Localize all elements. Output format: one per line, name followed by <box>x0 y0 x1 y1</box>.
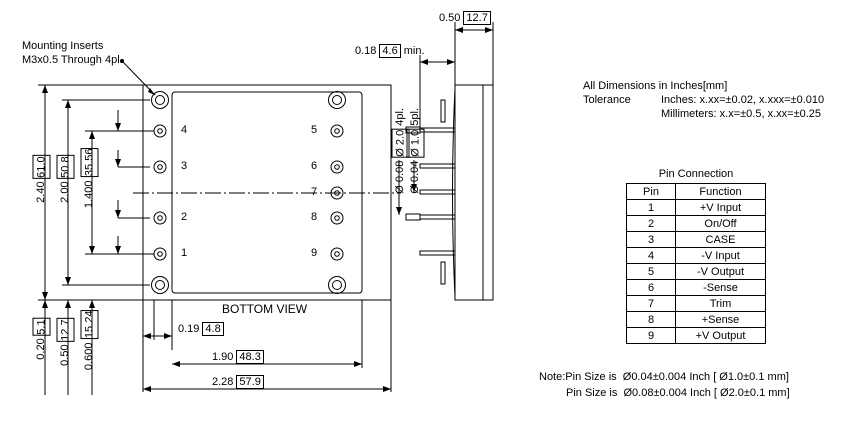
dim-value-mm: 48.3 <box>236 350 263 364</box>
dim-value-mm: 57.9 <box>236 375 263 389</box>
dim-value-inch: 1.400 <box>83 180 95 209</box>
pin-number-2: 2 <box>181 211 188 223</box>
tolerance-label: Tolerance <box>583 94 631 106</box>
pin-number-3: 3 <box>181 160 188 172</box>
dim-value-inch: 0.50 <box>59 344 71 366</box>
dim-side-0p50 <box>439 11 491 25</box>
pin-callout-inch: Ø 0.08 <box>394 160 406 194</box>
table-row <box>627 280 766 296</box>
cell-function: On/Off <box>676 216 766 232</box>
cell-pin: 6 <box>627 280 676 296</box>
bottom-view-label: BOTTOM VIEW <box>222 302 308 316</box>
dim-value-mm: 5.1 <box>33 318 51 335</box>
pin-connection-table <box>626 183 766 344</box>
dim-vertical-2p00 <box>56 155 75 203</box>
note-line-2: Pin Size is Ø0.08±0.004 Inch [ Ø2.0±0.1 mm] <box>566 387 790 399</box>
cell-function: +Sense <box>676 312 766 328</box>
tolerance-line-2: Inches: x.xx=±0.02, x.xxx=±0.010 <box>661 94 825 106</box>
tolerance-line-1: All Dimensions in Inches[mm] <box>583 80 728 92</box>
pin-number-9: 9 <box>311 247 318 259</box>
table-row <box>627 264 766 280</box>
pin-number-6: 6 <box>311 160 318 172</box>
dim-value-mm: 12.7 <box>57 318 75 341</box>
dim-value-mm: 15.24 <box>81 310 99 340</box>
cell-function: Trim <box>676 296 766 312</box>
mounting-inserts-label-line2: M3x0.5 Through 4pl. <box>22 54 123 66</box>
dim-value-mm: 61.0 <box>33 155 51 178</box>
cell-function: -Sense <box>676 280 766 296</box>
cell-function: -V Input <box>676 248 766 264</box>
dim-value-inch: 0.20 <box>35 338 47 360</box>
cell-pin: 1 <box>627 200 676 216</box>
dim-value-mm: 50.8 <box>57 155 75 178</box>
tolerance-line-3: Millimeters: x.x=±0.5, x.xx=±0.25 <box>661 108 822 120</box>
pin-callout-mm: Ø 2.0 <box>392 129 410 158</box>
dim-value-inch: 1.90 <box>212 350 234 363</box>
pin-number-8: 8 <box>311 211 318 223</box>
dim-vertical-2p40 <box>32 155 51 203</box>
dim-value-mm: 4.8 <box>202 322 223 336</box>
dim-horizontal-0p19 <box>178 322 224 336</box>
table-header-pin: Pin <box>627 184 676 200</box>
table-row <box>627 296 766 312</box>
cell-function: +V Input <box>676 200 766 216</box>
cell-pin: 3 <box>627 232 676 248</box>
pin-callout-inch: Ø 0.04 <box>409 160 421 194</box>
cell-pin: 8 <box>627 312 676 328</box>
pin-callout-qty: 5pl. <box>409 108 421 126</box>
table-header-function: Function <box>676 184 766 200</box>
dim-horizontal-1p90 <box>212 350 264 364</box>
pin-number-7: 7 <box>311 186 318 198</box>
cell-pin: 4 <box>627 248 676 264</box>
dim-value-inch: 0.19 <box>178 322 200 335</box>
pin-callout-0p04 <box>406 108 425 194</box>
cell-pin: 2 <box>627 216 676 232</box>
dim-vertical-0p20 <box>32 318 51 360</box>
dim-vertical-0p50 <box>56 318 75 366</box>
mounting-inserts-label-line1: Mounting Inserts <box>22 40 104 52</box>
pin-connection-title: Pin Connection <box>658 168 734 180</box>
cell-function: +V Output <box>676 328 766 344</box>
table-row <box>627 232 766 248</box>
pin-callout-qty: 4pl. <box>394 108 406 126</box>
table-row <box>627 248 766 264</box>
pin-number-1: 1 <box>181 247 188 259</box>
dim-value-inch: 2.28 <box>212 375 234 388</box>
cell-function: CASE <box>676 232 766 248</box>
pin-number-5: 5 <box>311 124 318 136</box>
dim-value-mm: 4.6 <box>379 44 400 58</box>
dim-value-mm: 35.56 <box>81 148 99 178</box>
note-line-1: Note:Pin Size is Ø0.04±0.004 Inch [ Ø1.0±0.1 mm] <box>539 371 789 383</box>
dim-value-mm: 12.7 <box>463 11 490 25</box>
dim-value-inch: 0.18 <box>355 44 377 57</box>
table-row <box>627 200 766 216</box>
dim-vertical-1p400 <box>80 148 99 208</box>
pin-number-4: 4 <box>181 124 188 136</box>
dim-vertical-0p600 <box>80 310 99 370</box>
cell-pin: 7 <box>627 296 676 312</box>
dim-suffix-min: min. <box>403 44 425 57</box>
dim-value-inch: 2.40 <box>35 181 47 203</box>
dim-side-0p18 <box>355 44 425 58</box>
dim-value-inch: 0.50 <box>439 11 461 24</box>
dim-value-inch: 0.600 <box>83 342 95 371</box>
table-row <box>627 328 766 344</box>
pin-callout-mm: Ø 1.0 <box>407 129 425 158</box>
table-row <box>627 216 766 232</box>
table-row <box>627 312 766 328</box>
dim-value-inch: 2.00 <box>59 181 71 203</box>
table-header-row <box>627 184 766 200</box>
pin-connection-table-block <box>626 168 766 344</box>
cell-function: -V Output <box>676 264 766 280</box>
cell-pin: 5 <box>627 264 676 280</box>
dim-horizontal-2p28 <box>212 375 264 389</box>
cell-pin: 9 <box>627 328 676 344</box>
